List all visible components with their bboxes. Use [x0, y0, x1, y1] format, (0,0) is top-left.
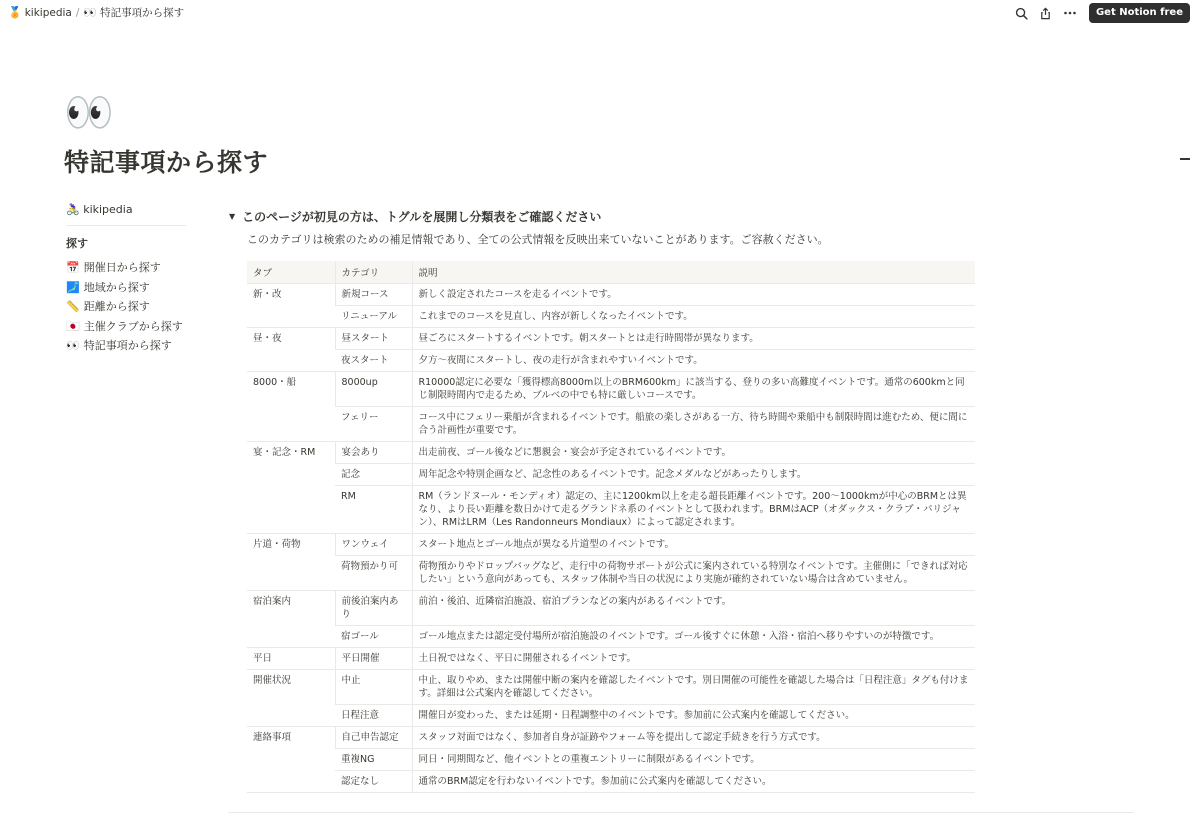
cyclist-icon: 🚴‍♀️ [66, 203, 80, 216]
description-cell: スタート地点とゴール地点が異なる片道型のイベントです。 [412, 534, 975, 556]
category-cell: 中止 [335, 670, 412, 705]
more-icon [1063, 6, 1077, 20]
category-cell: 平日開催 [335, 648, 412, 670]
tag-cell: 開催状況 [247, 670, 335, 727]
category-cell: 荷物預かり可 [335, 556, 412, 591]
search-button[interactable] [1011, 3, 1033, 23]
category-cell: 新規コース [335, 284, 412, 306]
table-row [247, 749, 975, 771]
tag-cell: 宿泊案内 [247, 591, 335, 648]
table-row [247, 407, 975, 442]
description-cell: 同日・同期間など、他イベントとの重複エントリーに制限があるイベントです。 [412, 749, 975, 771]
table-row [247, 442, 975, 464]
sidebar-item-region[interactable] [66, 278, 186, 298]
tag-cell: 連絡事項 [247, 727, 335, 793]
description-cell: RM（ランドヌール・モンディオ）認定の、主に1200km以上を走る超長距離イベントです。200〜1000kmが中心のBRMとは異なり、より長い距離を数日かけて走るグランドネ系のイベントとして扱われます。BRMはACP（オダックス・クラブ・パリジャン）、RMはLRM（Les Randonneurs Mondiaux）によって認定されます。 [412, 486, 975, 534]
sidebar-item-club[interactable] [66, 317, 186, 337]
category-cell: 宴会あり [335, 442, 412, 464]
description-cell: スタッフ対面ではなく、参加者自身が証跡やフォーム等を提出して認定手続きを行う方式です。 [412, 727, 975, 749]
table-row [247, 372, 975, 407]
topbar-actions [1009, 3, 1190, 23]
table-row [247, 727, 975, 749]
toggle-block[interactable] [229, 208, 601, 225]
description-cell: 新しく設定されたコースを走るイベントです。 [412, 284, 975, 306]
medal-icon: 🏅 [8, 6, 22, 19]
description-cell: コース中にフェリー乗船が含まれるイベントです。船旅の楽しさがある一方、待ち時間や乗船中も制限時間は進むため、便に間に合う計画性が重要です。 [412, 407, 975, 442]
breadcrumb-workspace[interactable]: kikipedia [24, 6, 72, 19]
description-cell: 出走前夜、ゴール後などに懇親会・宴会が予定されているイベントです。 [412, 442, 975, 464]
page-bottom-divider [228, 812, 1134, 813]
description-cell: 荷物預かりやドロップバッグなど、走行中の荷物サポートが公式に案内されている特別なイベントです。主催側に「できれば対応したい」という意向があっても、スタッフ体制や当日の状況により実施が確約されていない場合は含めていません。 [412, 556, 975, 591]
category-cell: 宿ゴール [335, 626, 412, 648]
share-icon [1039, 7, 1052, 20]
table-row [247, 670, 975, 705]
tag-cell: 昼・夜 [247, 328, 335, 372]
column-header-description: 説明 [412, 261, 975, 284]
get-notion-free-button[interactable]: Get Notion free [1089, 3, 1190, 23]
japan-map-icon: 🗾 [66, 280, 80, 294]
tag-cell: 片道・荷物 [247, 534, 335, 591]
category-cell: 昼スタート [335, 328, 412, 350]
category-cell: 記念 [335, 464, 412, 486]
toggle-triangle-icon[interactable]: ▼ [229, 212, 236, 221]
page-icon-eyes: 👀 [64, 90, 114, 136]
sidebar-item-notes[interactable] [66, 336, 186, 356]
tag-cell: 平日 [247, 648, 335, 670]
sidebar-item-label: 主催クラブから探す [83, 319, 183, 333]
tag-cell: 新・改 [247, 284, 335, 328]
top-bar [0, 0, 1200, 26]
sidebar-item-label: 地域から探す [83, 280, 150, 294]
sidebar-item-date[interactable] [66, 258, 186, 278]
category-cell: RM [335, 486, 412, 534]
table-row [247, 464, 975, 486]
column-header-category: カテゴリ [335, 261, 412, 284]
description-cell: これまでのコースを見直し、内容が新しくなったイベントです。 [412, 306, 975, 328]
category-cell: 8000up [335, 372, 412, 407]
description-cell: 通常のBRM認定を行わないイベントです。参加前に公式案内を確認してください。 [412, 771, 975, 793]
description-cell: 中止、取りやめ、または開催中断の案内を確認したイベントです。別日開催の可能性を確認した場合は「日程注意」タグも付けます。詳細は公式案内を確認してください。 [412, 670, 975, 705]
table-header-row [247, 261, 975, 284]
category-cell: フェリー [335, 407, 412, 442]
table-of-contents-indicator[interactable] [1180, 158, 1190, 160]
table-row [247, 284, 975, 306]
search-icon [1015, 7, 1028, 20]
category-cell: 前後泊案内あり [335, 591, 412, 626]
category-cell: ワンウェイ [335, 534, 412, 556]
category-cell: 自己申告認定 [335, 727, 412, 749]
sidebar-item-label: 距離から探す [83, 300, 150, 313]
table-row [247, 648, 975, 670]
page-title: 特記事項から探す [64, 148, 269, 177]
description-cell: 周年記念や特別企画など、記念性のあるイベントです。記念メダルなどがあったりします。 [412, 464, 975, 486]
calendar-icon: 📅 [66, 261, 80, 274]
sidebar-divider [66, 225, 186, 226]
sidebar-heading: 探す [66, 237, 88, 250]
category-cell: リニューアル [335, 306, 412, 328]
breadcrumb [8, 5, 184, 20]
table-row [247, 350, 975, 372]
sidebar-item-label: 開催日から探す [83, 261, 161, 274]
column-header-tab: タブ [247, 261, 335, 284]
table-body [247, 284, 975, 793]
table-row [247, 486, 975, 534]
more-button[interactable] [1059, 3, 1081, 23]
table-row [247, 534, 975, 556]
tag-cell: 8000・船 [247, 372, 335, 442]
category-cell: 認定なし [335, 771, 412, 793]
category-cell: 重複NG [335, 749, 412, 771]
sidebar-home-link[interactable] [66, 200, 186, 220]
breadcrumb-separator: / [75, 6, 80, 19]
table-row [247, 626, 975, 648]
eyes-icon: 👀 [66, 339, 80, 352]
sidebar-item-label: 特記事項から探す [83, 339, 172, 352]
sidebar-item-distance[interactable] [66, 297, 186, 317]
sidebar-nav [66, 200, 186, 356]
table-row [247, 771, 975, 793]
table-row [247, 705, 975, 727]
description-cell: 昼ごろにスタートするイベントです。朝スタートとは走行時間帯が異なります。 [412, 328, 975, 350]
eyes-icon: 👀 [83, 6, 98, 19]
toggle-label: このページが初見の方は、トグルを展開し分類表をご確認ください [242, 210, 602, 224]
table-row [247, 556, 975, 591]
table-row [247, 328, 975, 350]
description-cell: 前泊・後泊、近隣宿泊施設、宿泊プランなどの案内があるイベントです。 [412, 591, 975, 626]
disclaimer-note: このカテゴリは検索のための補足情報であり、全ての公式情報を反映出来ていないことがあります。ご容赦ください。 [247, 233, 829, 246]
category-table [247, 261, 975, 793]
sidebar-home-label: kikipedia [83, 203, 133, 216]
ruler-icon: 📏 [66, 300, 80, 313]
table-row [247, 591, 975, 626]
share-button[interactable] [1035, 3, 1057, 23]
breadcrumb-page[interactable]: 特記事項から探す [100, 7, 185, 19]
description-cell: 夕方〜夜間にスタートし、夜の走行が含まれやすいイベントです。 [412, 350, 975, 372]
category-cell: 日程注意 [335, 705, 412, 727]
description-cell: 土日祝ではなく、平日に開催されるイベントです。 [412, 648, 975, 670]
table-row [247, 306, 975, 328]
japan-flag-icon: 🇯🇵 [66, 319, 80, 333]
tag-cell: 宴・記念・RM [247, 442, 335, 534]
description-cell: 開催日が変わった、または延期・日程調整中のイベントです。参加前に公式案内を確認してください。 [412, 705, 975, 727]
category-cell: 夜スタート [335, 350, 412, 372]
description-cell: R10000認定に必要な「獲得標高8000m以上のBRM600km」に該当する、登りの多い高難度イベントです。通常の600kmと同じ制限時間内で走るため、ブルベの中でも特に厳しいコースです。 [412, 372, 975, 407]
description-cell: ゴール地点または認定受付場所が宿泊施設のイベントです。ゴール後すぐに休憩・入浴・宿泊へ移りやすいのが特徴です。 [412, 626, 975, 648]
